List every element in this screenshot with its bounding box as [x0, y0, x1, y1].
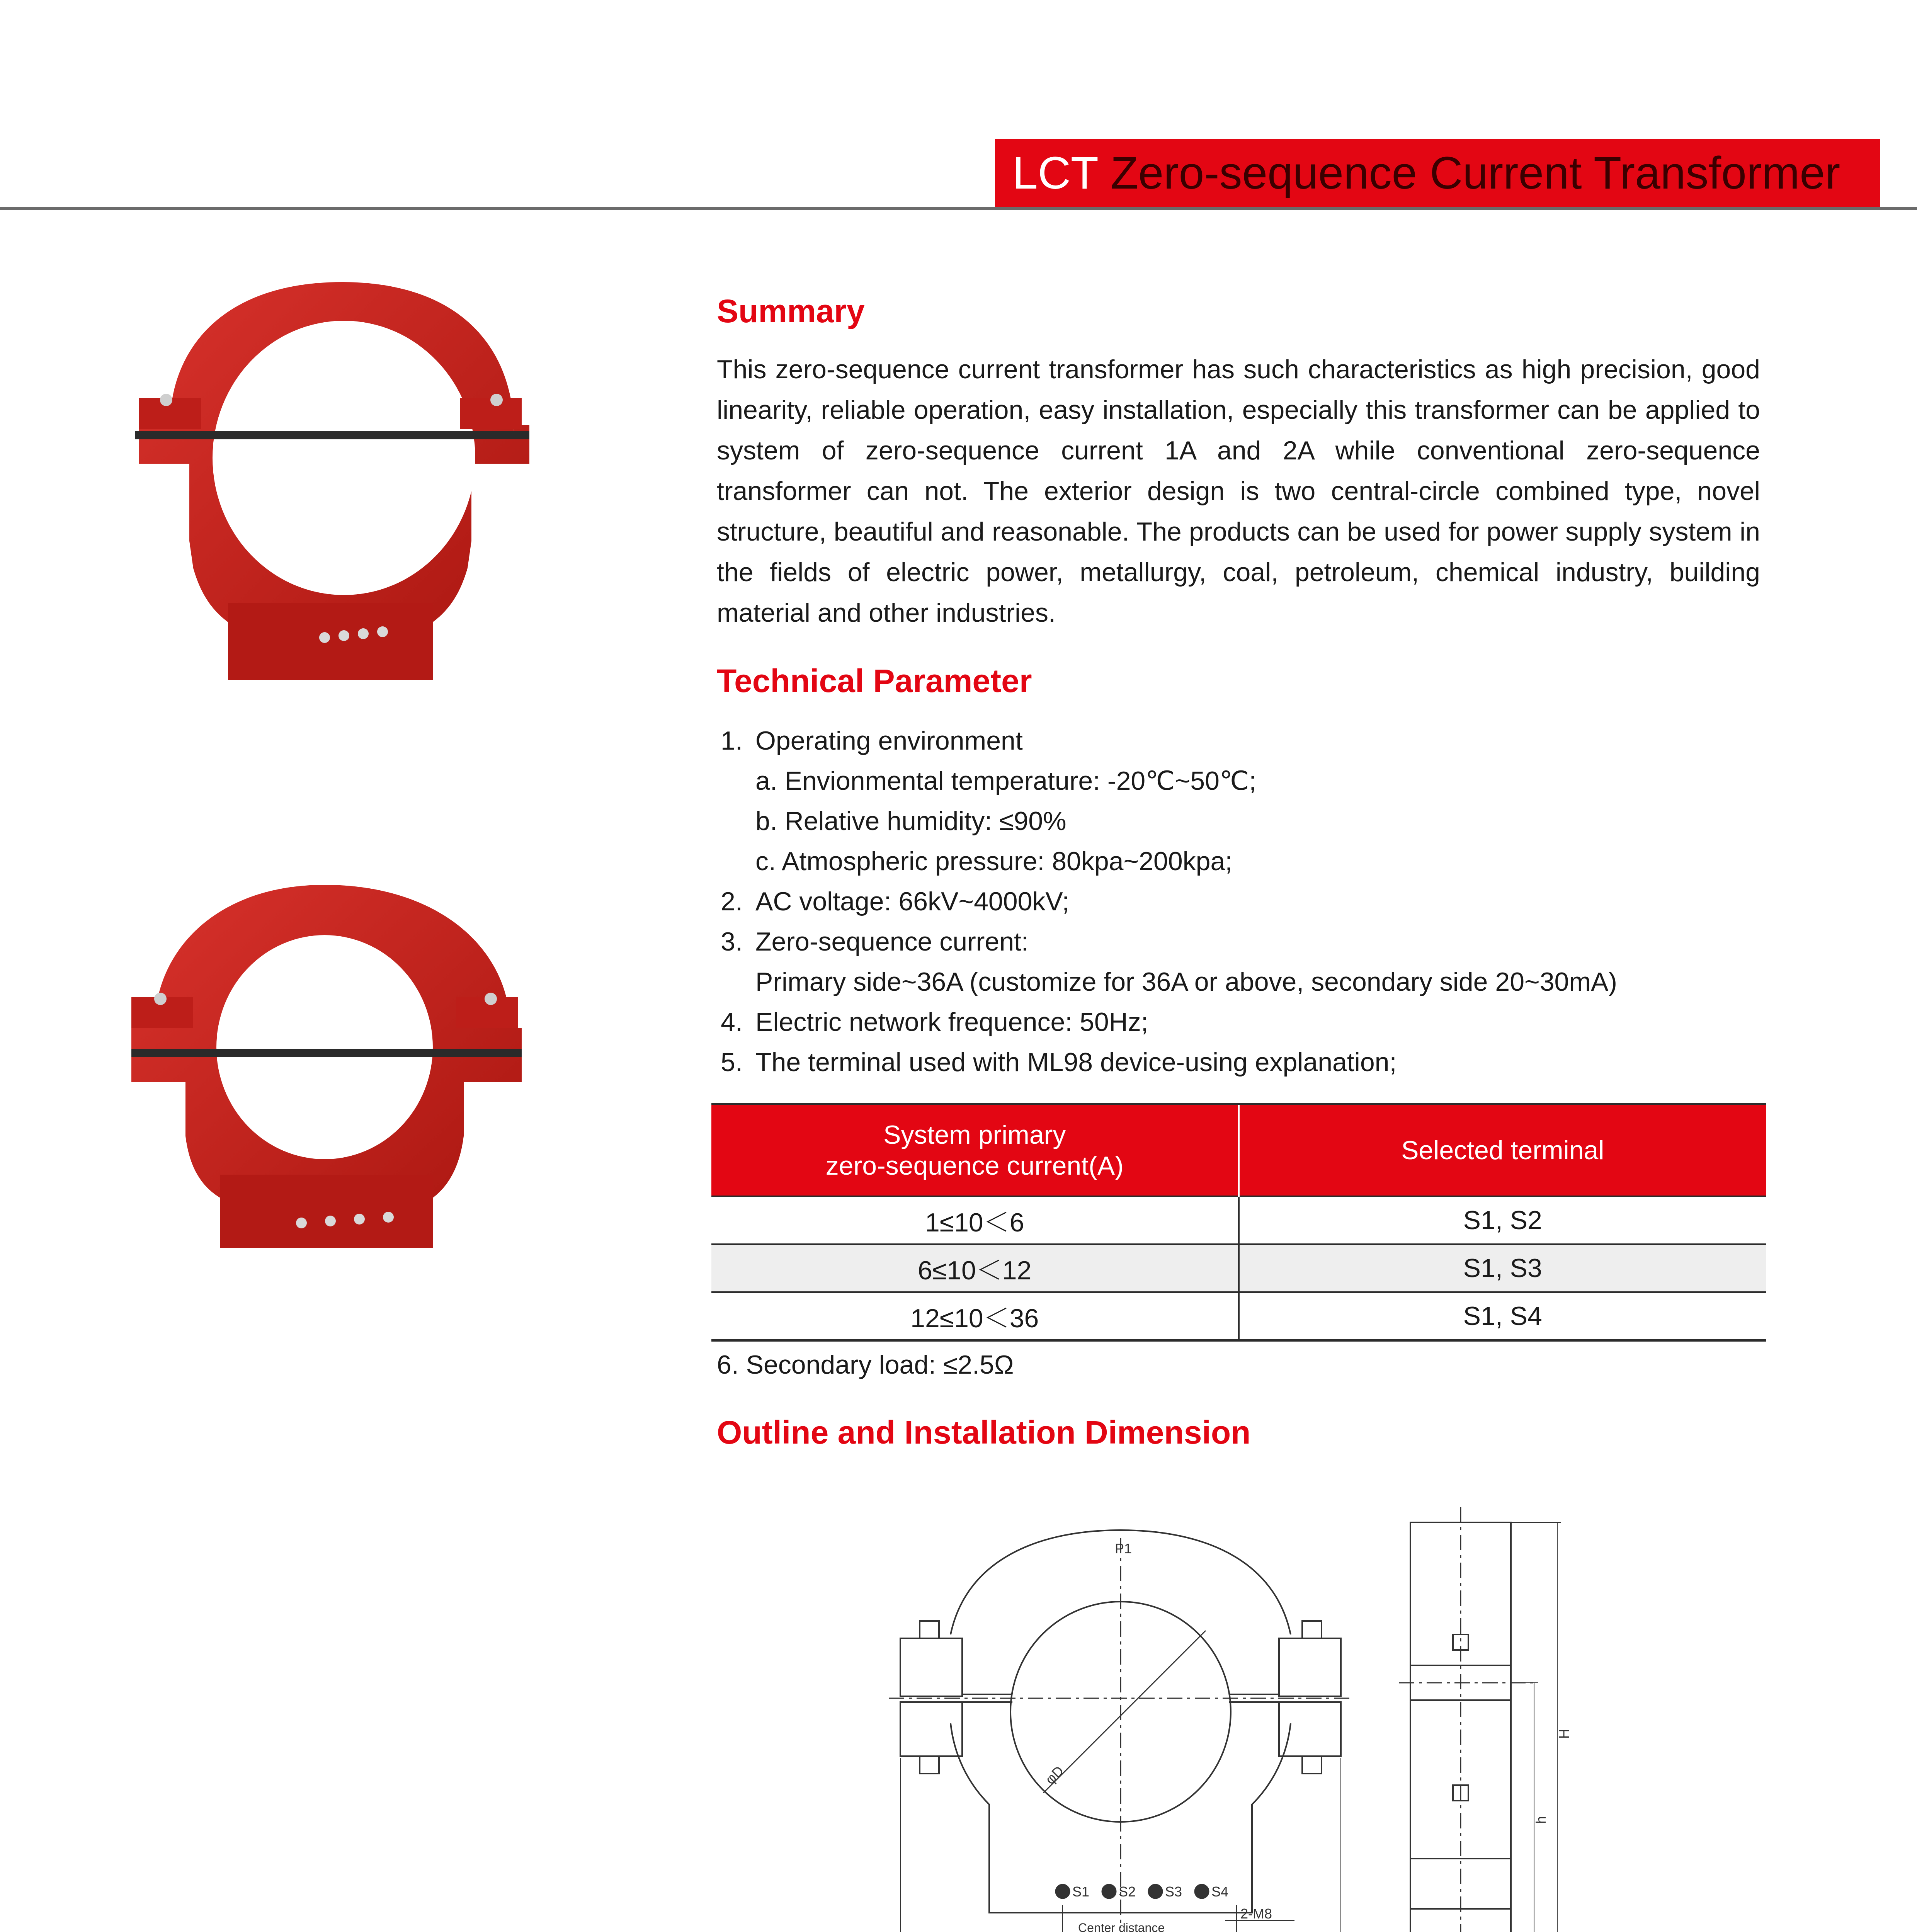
- title-text: Zero-sequence Current Transformer: [1110, 148, 1840, 199]
- secondary-load: 6. Secondary load: ≤2.5Ω: [717, 1350, 1014, 1379]
- page-title: [1012, 146, 1840, 200]
- label-p1: P1: [1115, 1541, 1132, 1556]
- list-item: 4. Electric network frequence: 50Hz;: [721, 1007, 1148, 1037]
- technical-heading: Technical Parameter: [717, 663, 1032, 699]
- table-row: 12≤10＜36 S1, S4: [711, 1292, 1766, 1340]
- header-rule: [0, 207, 1917, 210]
- label-m8: 2-M8: [1240, 1906, 1272, 1922]
- label-h-lower: h: [1533, 1816, 1549, 1824]
- summary-text: This zero-sequence current transformer has such characteristics as high precision, good linearity, reliable operation, easy installation, especially this transformer can be applied to system of zero-sequence current 1A and 2A while conventional zero-sequence transformer can not. The exterior design is two central-circle combined type, novel structure, beautiful and reasonable. The products can be used for power supply system in the fields of electric power, metallurgy, coal, petroleum, chemical industry, building material and other industries.: [717, 355, 1760, 628]
- terminal-header-current: System primary zero-sequence current(A): [711, 1104, 1239, 1196]
- label-h-upper: H: [1556, 1729, 1572, 1739]
- list-item: 2. AC voltage: 66kV~4000kV;: [721, 887, 1070, 916]
- outline-front-drawing: [889, 1519, 1352, 1932]
- terminal-header-selected: Selected terminal: [1239, 1104, 1766, 1196]
- technical-list: [721, 721, 1617, 1082]
- table-row: 1≤10＜6 S1, S2: [711, 1196, 1766, 1244]
- label-s3: S3: [1165, 1884, 1182, 1900]
- list-item: a. Envionmental temperature: -20℃~50℃;: [755, 766, 1257, 796]
- list-item: b. Relative humidity: ≤90%: [755, 806, 1067, 836]
- product-photo-bottom: [124, 873, 560, 1260]
- label-s2: S2: [1119, 1884, 1136, 1900]
- summary-heading: Summary: [717, 293, 865, 329]
- list-item: Primary side~36A (customize for 36A or above, secondary side 20~30mA): [755, 967, 1618, 997]
- terminal-table: [711, 1103, 1766, 1342]
- label-phi-d: φD: [1042, 1762, 1067, 1787]
- outline-side-drawing: [1399, 1507, 1600, 1932]
- label-s4: S4: [1211, 1884, 1229, 1900]
- outline-heading: Outline and Installation Dimension: [717, 1414, 1251, 1451]
- label-center-distance: Center distance: [1078, 1921, 1165, 1932]
- product-photo-top: [124, 263, 560, 696]
- list-item: 5. The terminal used with ML98 device-using explanation;: [721, 1048, 1397, 1077]
- label-s1: S1: [1072, 1884, 1090, 1900]
- table-row: 6≤10＜12 S1, S3: [711, 1244, 1766, 1292]
- list-item: 1. Operating environment: [721, 726, 1023, 755]
- list-item: 3. Zero-sequence current:: [721, 927, 1029, 956]
- title-model: LCT: [1012, 148, 1098, 199]
- list-item: c. Atmospheric pressure: 80kpa~200kpa;: [755, 847, 1233, 876]
